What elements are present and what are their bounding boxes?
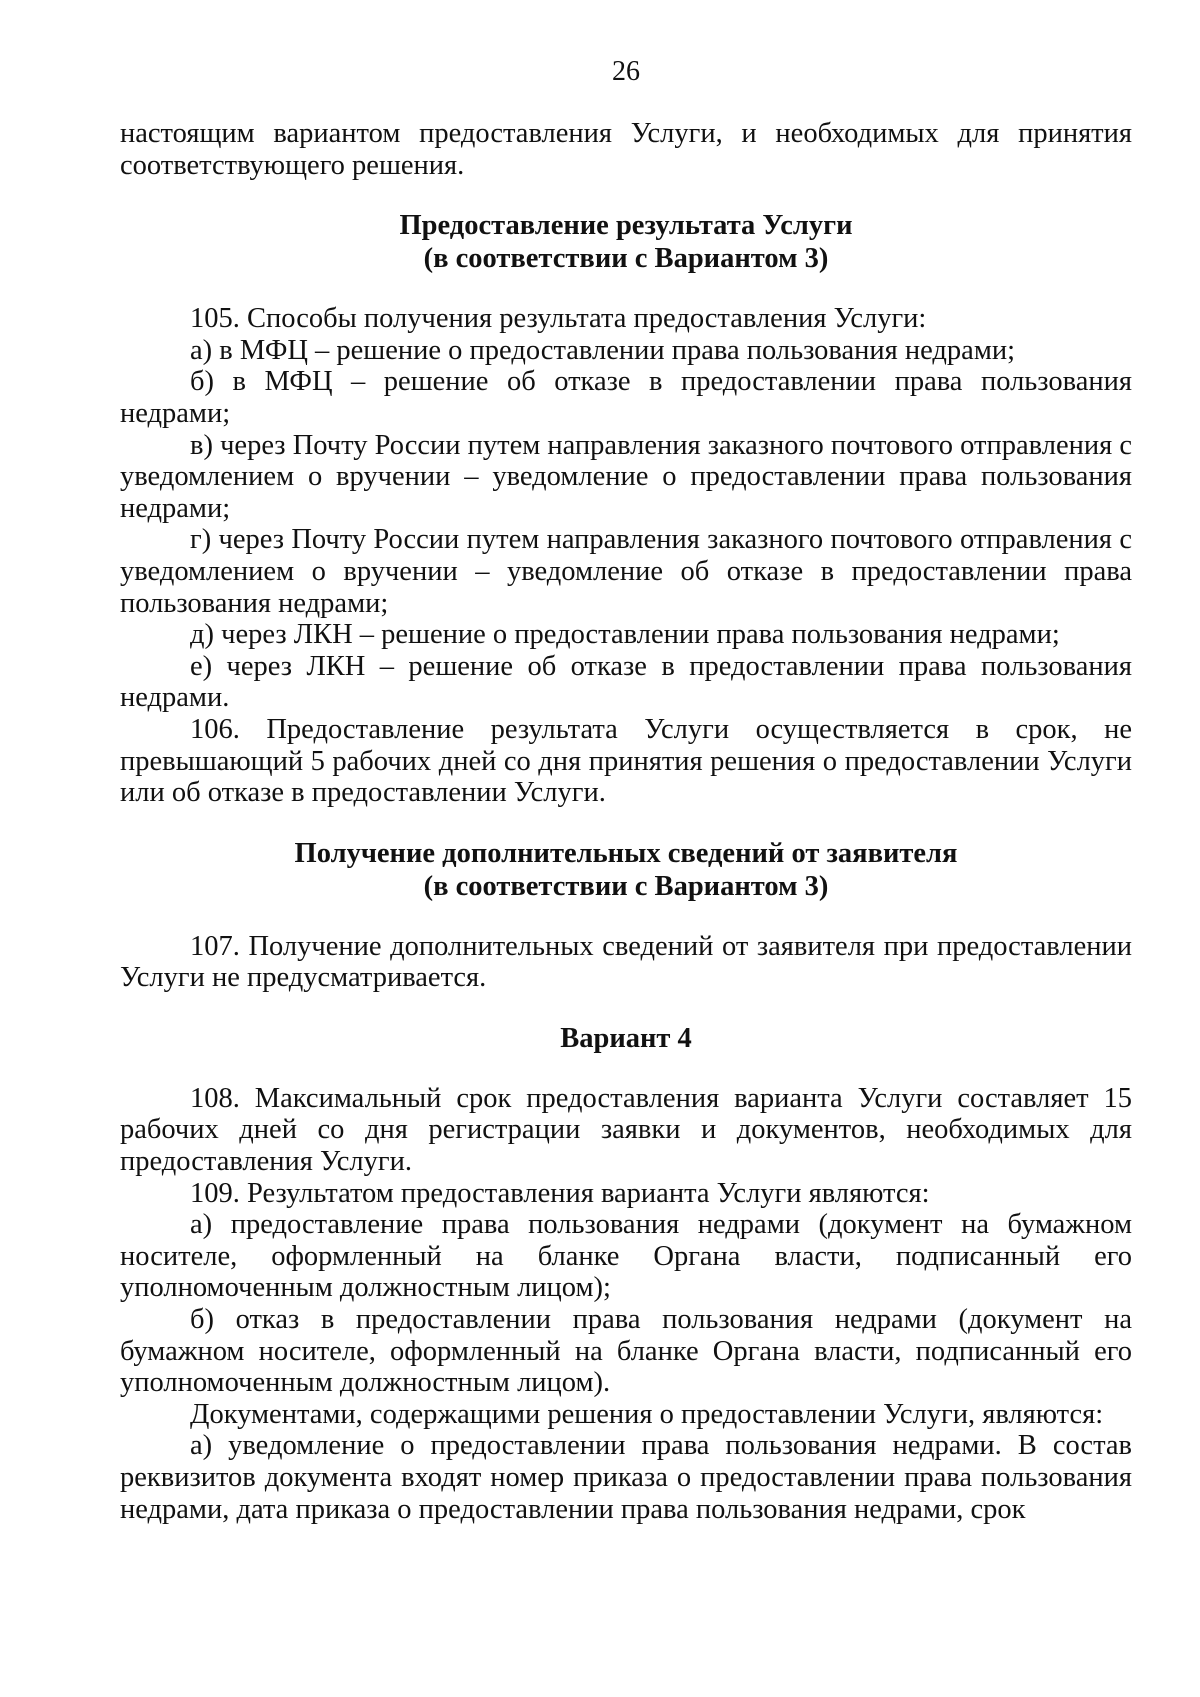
section-heading-result: Предоставление результата Услуги xyxy=(399,210,853,242)
list-item-109b: б) отказ в предоставлении права пользования недрами (документ на бумажном носителе, оформленный на бланке Органа власти, подписанный его уполномоченным должностным лицом). xyxy=(120,1304,1132,1399)
document-page xyxy=(120,56,1132,1525)
paragraph-106: 106. Предоставление результата Услуги осуществляется в срок, не превышающий 5 рабочих дней со дня принятия решения о предоставлении Услуги или об отказе в предоставлении Услуги. xyxy=(120,713,1132,809)
section-heading-variant-4: Вариант 4 xyxy=(560,1022,692,1054)
list-item-105v: в) через Почту России путем направления заказного почтового отправления с уведомлением о вручении – уведомление о предоставлении права пользования недрами; xyxy=(120,429,1132,524)
list-item-105e: е) через ЛКН – решение об отказе в предоставлении права пользования недрами. xyxy=(120,650,1132,714)
list-item-105b: б) в МФЦ – решение об отказе в предоставлении права пользования недрами; xyxy=(120,366,1132,429)
list-item-documents-a: а) уведомление о предоставлении права пользования недрами. В состав реквизитов документа входят номер приказа о предоставлении права пользования недрами, дата приказа о предоставлении права пользования недрами, срок xyxy=(120,1430,1132,1525)
list-item-105d: д) через ЛКН – решение о предоставлении права пользования недрами; xyxy=(190,619,1060,651)
section-subheading-result: (в соответствии с Вариантом 3) xyxy=(423,243,829,275)
section-heading-additional-info: Получение дополнительных сведений от заявителя xyxy=(294,837,958,869)
page-number: 26 xyxy=(612,56,640,87)
list-item-105g: г) через Почту России путем направления заказного почтового отправления с уведомлением о вручении – уведомление об отказе в предоставлении права пользования недрами; xyxy=(120,524,1132,619)
paragraph-109: 109. Результатом предоставления варианта Услуги являются: xyxy=(190,1177,930,1209)
paragraph-108: 108. Максимальный срок предоставления варианта Услуги составляет 15 рабочих дней со дня регистрации заявки и документов, необходимых для предоставления Услуги. xyxy=(120,1082,1132,1178)
paragraph-107: 107. Получение дополнительных сведений от заявителя при предоставлении Услуги не предусматривается. xyxy=(120,930,1132,994)
paragraph-documents: Документами, содержащими решения о предоставлении Услуги, являются: xyxy=(190,1398,1104,1430)
paragraph-continuation: настоящим вариантом предоставления Услуги, и необходимых для принятия соответствующего решения. xyxy=(120,118,1132,181)
paragraph-105: 105. Способы получения результата предоставления Услуги: xyxy=(190,303,927,335)
list-item-105a: а) в МФЦ – решение о предоставлении права пользования недрами; xyxy=(190,334,1016,366)
section-subheading-additional-info: (в соответствии с Вариантом 3) xyxy=(423,870,829,902)
list-item-109a: а) предоставление права пользования недрами (документ на бумажном носителе, оформленный на бланке Органа власти, подписанный его уполномоченным должностным лицом); xyxy=(120,1209,1132,1304)
